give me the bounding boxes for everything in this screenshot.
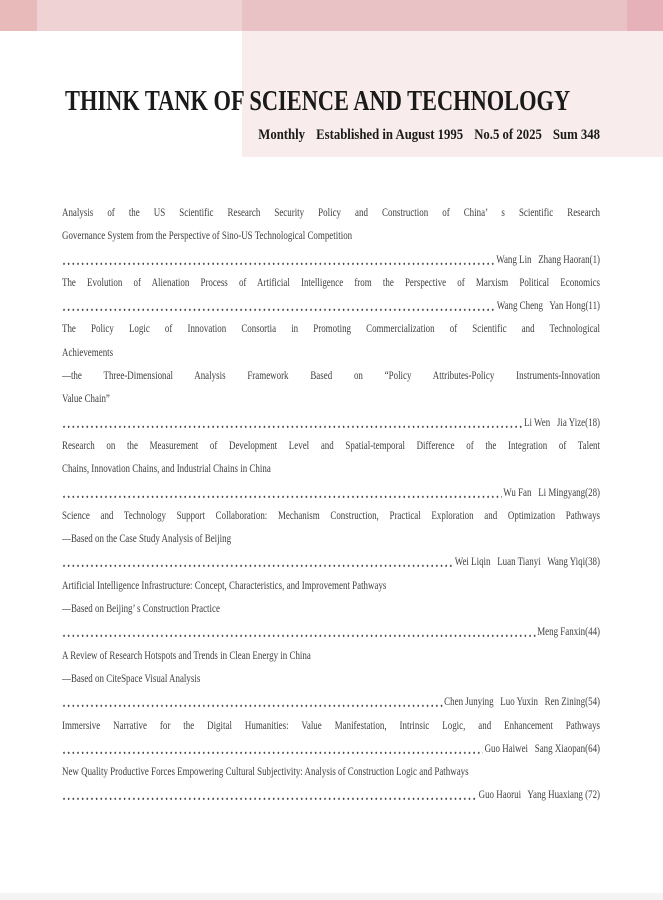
entry-authors-page: Guo Haorui Yang Huaxiang (72) bbox=[478, 789, 601, 802]
entry-leader-row bbox=[62, 551, 600, 574]
dotted-leader bbox=[62, 621, 536, 644]
entry-leader-row bbox=[62, 738, 600, 761]
journal-sum-number: Sum 348 bbox=[552, 127, 600, 143]
toc-entry bbox=[62, 715, 600, 762]
entry-title-line: Artificial Intelligence Infrastructure: Concept, Characteristics, and Improvement Pathways bbox=[62, 579, 387, 592]
toc-entry bbox=[62, 202, 600, 272]
header-band bbox=[0, 0, 663, 31]
entry-title-line: Science and Technology Support Collaboration: Mechanism Construction, Practical Exploration and Optimization Pathways bbox=[62, 509, 601, 522]
dotted-leader bbox=[62, 551, 453, 574]
entry-title-line: —the Three-Dimensional Analysis Framework Based on “Policy Attributes-Policy Instruments-Innovation bbox=[62, 370, 601, 383]
journal-title: THINK TANK OF SCIENCE AND TECHNOLOGY bbox=[65, 86, 571, 117]
dotted-leader bbox=[62, 482, 502, 505]
dotted-leader bbox=[62, 691, 443, 714]
toc-entry bbox=[62, 318, 600, 434]
dotted-leader bbox=[62, 784, 477, 807]
entry-authors-page: Wei Liqin Luan Tianyi Wang Yiqi(38) bbox=[454, 556, 601, 569]
journal-issue-number: No.5 of 2025 bbox=[474, 127, 542, 143]
entry-titles bbox=[62, 505, 600, 552]
entry-authors-page: Guo Haiwei Sang Xiaopan(64) bbox=[484, 742, 601, 755]
entry-title-line: Research on the Measurement of Development Level and Spatial-temporal Difference of the Integration of Talent bbox=[62, 439, 601, 452]
entry-title-line: —Based on the Case Study Analysis of Beijing bbox=[62, 533, 232, 546]
entry-title-line: Analysis of the US Scientific Research Security Policy and Construction of China’ s Scientific Research bbox=[62, 207, 601, 219]
entry-authors-page: Wang Lin Zhang Haoran(1) bbox=[496, 253, 601, 266]
entry-title-line: Achievements bbox=[62, 346, 114, 359]
entry-authors-page: Meng Fanxin(44) bbox=[537, 626, 601, 639]
entry-authors-page: Li Wen Jia Yize(18) bbox=[524, 416, 601, 429]
entry-title-line: New Quality Productive Forces Empowering Cultural Subjectivity: Analysis of Construction Logic and Pathways bbox=[62, 766, 469, 779]
entry-title-line: Value Chain” bbox=[62, 393, 110, 406]
entry-title-line: —Based on CiteSpace Visual Analysis bbox=[62, 672, 201, 685]
entry-leader-row bbox=[62, 482, 600, 505]
entry-title-line: The Evolution of Alienation Process of Artificial Intelligence from the Perspective of Marxism Political Economics bbox=[62, 276, 601, 289]
entry-leader-row bbox=[62, 691, 600, 714]
entry-leader-row bbox=[62, 295, 600, 318]
toc-entry bbox=[62, 575, 600, 645]
header-band-segment bbox=[37, 0, 242, 31]
journal-subtitle bbox=[258, 127, 600, 144]
header-band-segment bbox=[0, 0, 37, 31]
entry-title-line: The Policy Logic of Innovation Consortia in Promoting Commercialization of Scientific and Technological bbox=[62, 323, 601, 336]
entry-title-line: Chains, Innovation Chains, and Industrial Chains in China bbox=[62, 463, 271, 476]
entry-leader-row bbox=[62, 249, 600, 272]
toc-entry bbox=[62, 272, 600, 319]
entry-title-line: Immersive Narrative for the Digital Humanities: Value Manifestation, Intrinsic Logic, and Enhancement Pathways bbox=[62, 719, 601, 732]
entry-titles bbox=[62, 272, 600, 295]
entry-titles bbox=[62, 761, 600, 784]
entry-titles bbox=[62, 575, 600, 622]
entry-titles bbox=[62, 202, 600, 249]
entry-leader-row bbox=[62, 621, 600, 644]
toc-entry bbox=[62, 761, 600, 808]
entry-title-line: —Based on Beijing’ s Construction Practice bbox=[62, 603, 220, 616]
entry-title-line: Governance System from the Perspective of Sino-US Technological Competition bbox=[62, 230, 353, 243]
entry-authors-page: Wang Cheng Yan Hong(11) bbox=[496, 300, 601, 313]
entry-leader-row bbox=[62, 784, 600, 807]
header-band-segment bbox=[242, 0, 627, 31]
toc-entry bbox=[62, 435, 600, 505]
dotted-leader bbox=[62, 412, 522, 435]
table-of-contents bbox=[62, 202, 600, 808]
page-bottom-edge bbox=[0, 893, 663, 900]
entry-authors-page: Chen Junying Luo Yuxin Ren Zining(54) bbox=[444, 696, 601, 709]
dotted-leader bbox=[62, 738, 483, 761]
entry-title-line: A Review of Research Hotspots and Trends in Clean Energy in China bbox=[62, 649, 311, 662]
dotted-leader bbox=[62, 249, 495, 272]
entry-titles bbox=[62, 645, 600, 692]
header-band-segment bbox=[627, 0, 663, 31]
entry-leader-row bbox=[62, 412, 600, 435]
entry-titles bbox=[62, 715, 600, 738]
entry-titles bbox=[62, 318, 600, 411]
toc-entry bbox=[62, 645, 600, 715]
entry-titles bbox=[62, 435, 600, 482]
entry-authors-page: Wu Fan Li Mingyang(28) bbox=[503, 486, 601, 499]
journal-frequency: Monthly bbox=[258, 127, 306, 143]
dotted-leader bbox=[62, 295, 495, 318]
toc-entry bbox=[62, 505, 600, 575]
journal-established: Established in August 1995 bbox=[316, 127, 464, 143]
